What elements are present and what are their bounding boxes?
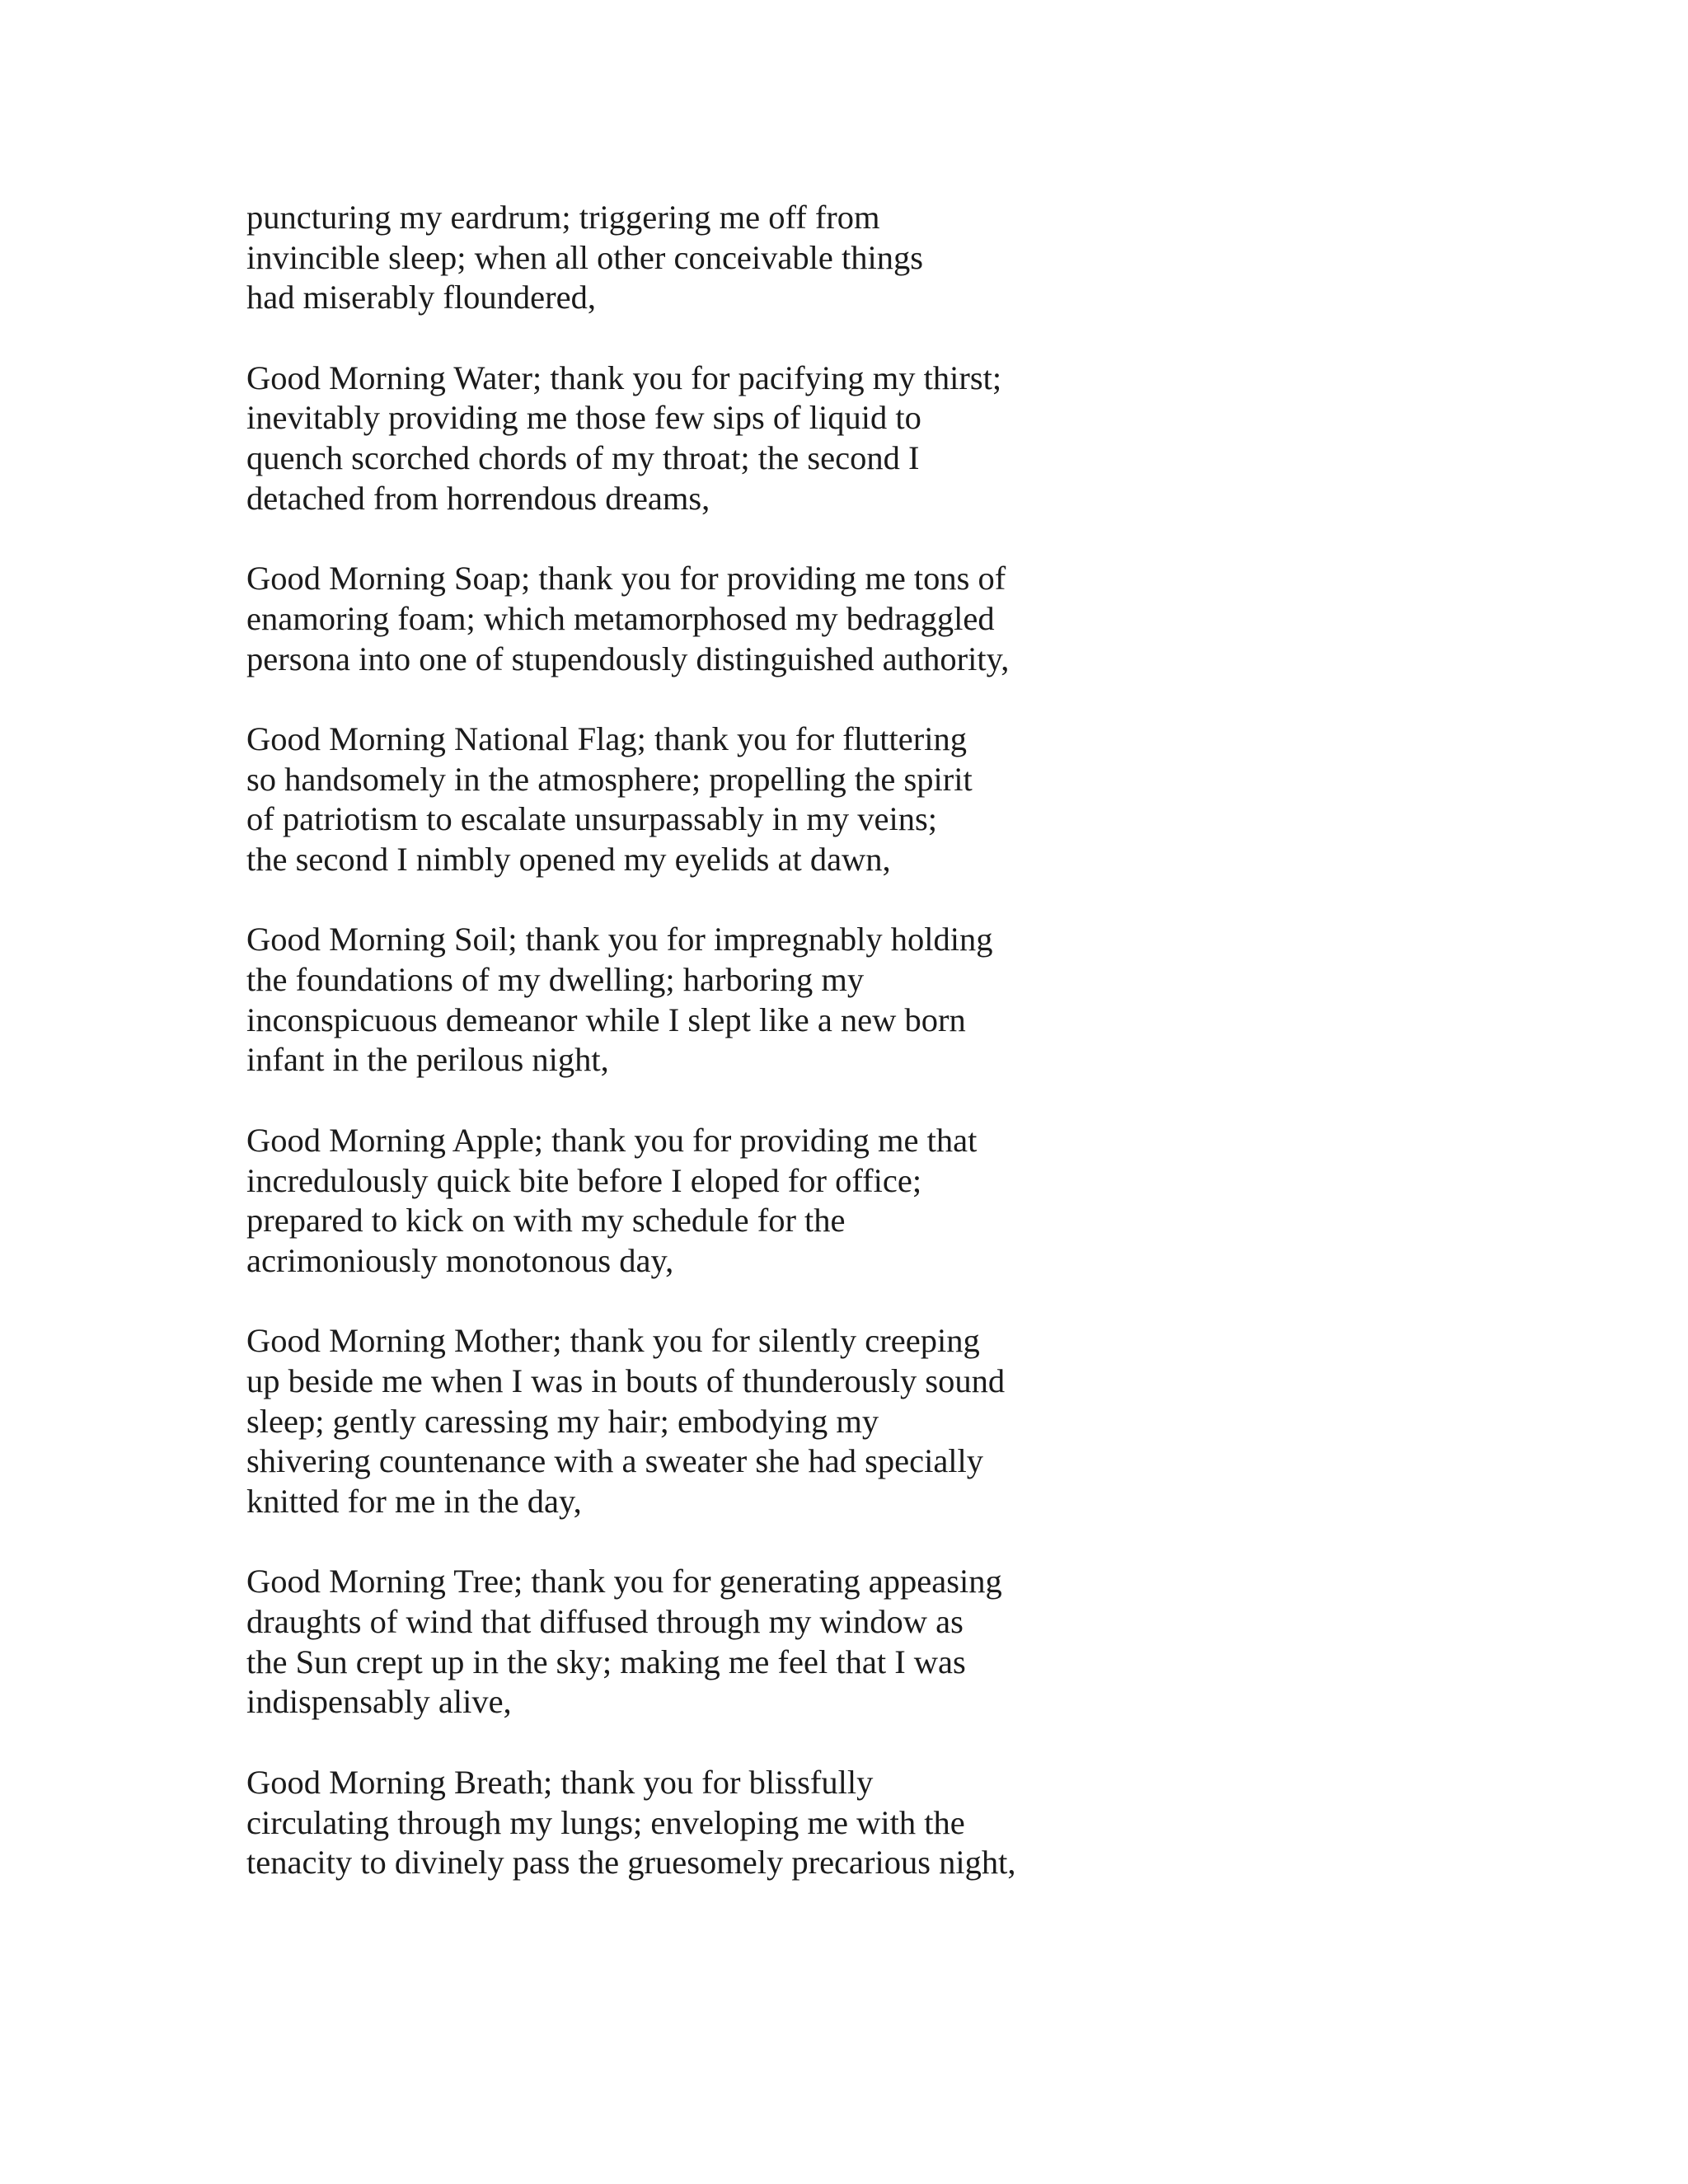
poem-line: Good Morning Breath; thank you for blissfully xyxy=(246,1763,874,1801)
stanza-3 xyxy=(246,559,1400,679)
poem-line: quench scorched chords of my throat; the second I xyxy=(246,439,920,477)
poem-line: up beside me when I was in bouts of thunderously sound xyxy=(246,1361,1006,1399)
poem-body xyxy=(246,198,1400,1924)
poem-line: of patriotism to escalate unsurpassably in my veins; xyxy=(246,800,937,838)
poem-line: infant in the perilous night, xyxy=(246,1041,609,1079)
poem-line: Good Morning Soil; thank you for impregnably holding xyxy=(246,921,993,958)
poem-line: Good Morning Water; thank you for pacifying my thirst; xyxy=(246,359,1002,396)
poem-line: Good Morning Tree; thank you for generating appeasing xyxy=(246,1563,1002,1601)
poem-line: shivering countenance with a sweater she had specially xyxy=(246,1442,984,1480)
poem-line: Good Morning National Flag; thank you for fluttering xyxy=(246,719,967,757)
poem-line: Good Morning Soap; thank you for providing me tons of xyxy=(246,560,1006,598)
poem-line: persona into one of stupendously distinguished authority, xyxy=(246,640,1010,677)
poem-line: sleep; gently caressing my hair; embodying my xyxy=(246,1402,879,1440)
poem-line: had miserably floundered, xyxy=(246,279,596,316)
poem-line: Good Morning Apple; thank you for providing me that xyxy=(246,1121,978,1159)
stanza-7 xyxy=(246,1321,1400,1521)
stanza-4 xyxy=(246,719,1400,880)
stanza-2 xyxy=(246,359,1400,519)
poem-line: so handsomely in the atmosphere; propelling the spirit xyxy=(246,760,973,798)
stanza-6 xyxy=(246,1121,1400,1282)
poem-line: puncturing my eardrum; triggering me off from xyxy=(246,199,880,236)
poem-line: enamoring foam; which metamorphosed my bedraggled xyxy=(246,599,995,637)
stanza-5 xyxy=(246,920,1400,1080)
poem-line: circulating through my lungs; enveloping me with the xyxy=(246,1803,965,1841)
poem-line: inconspicuous demeanor while I slept like a new born xyxy=(246,1001,966,1038)
stanza-8 xyxy=(246,1562,1400,1722)
poem-line: acrimoniously monotonous day, xyxy=(246,1241,674,1279)
poem-line: prepared to kick on with my schedule for the xyxy=(246,1202,846,1240)
poem-line: detached from horrendous dreams, xyxy=(246,479,710,517)
poem-line: the second I nimbly opened my eyelids at dawn, xyxy=(246,841,891,878)
poem-line: indispensably alive, xyxy=(246,1683,512,1721)
poem-line: invincible sleep; when all other conceivable things xyxy=(246,238,923,276)
poem-line: inevitably providing me those few sips of liquid to xyxy=(246,399,921,437)
poem-line: tenacity to divinely pass the gruesomely precarious night, xyxy=(246,1844,1016,1882)
poem-line: draughts of wind that diffused through my window as xyxy=(246,1603,964,1641)
poem-line: incredulously quick bite before I eloped for office; xyxy=(246,1161,922,1199)
stanza-1 xyxy=(246,198,1400,318)
stanza-9 xyxy=(246,1763,1400,1883)
poem-line: knitted for me in the day, xyxy=(246,1483,582,1520)
poem-line: Good Morning Mother; thank you for silently creeping xyxy=(246,1322,980,1360)
poem-line: the Sun crept up in the sky; making me feel that I was xyxy=(246,1643,966,1680)
poem-line: the foundations of my dwelling; harboring my xyxy=(246,961,865,999)
